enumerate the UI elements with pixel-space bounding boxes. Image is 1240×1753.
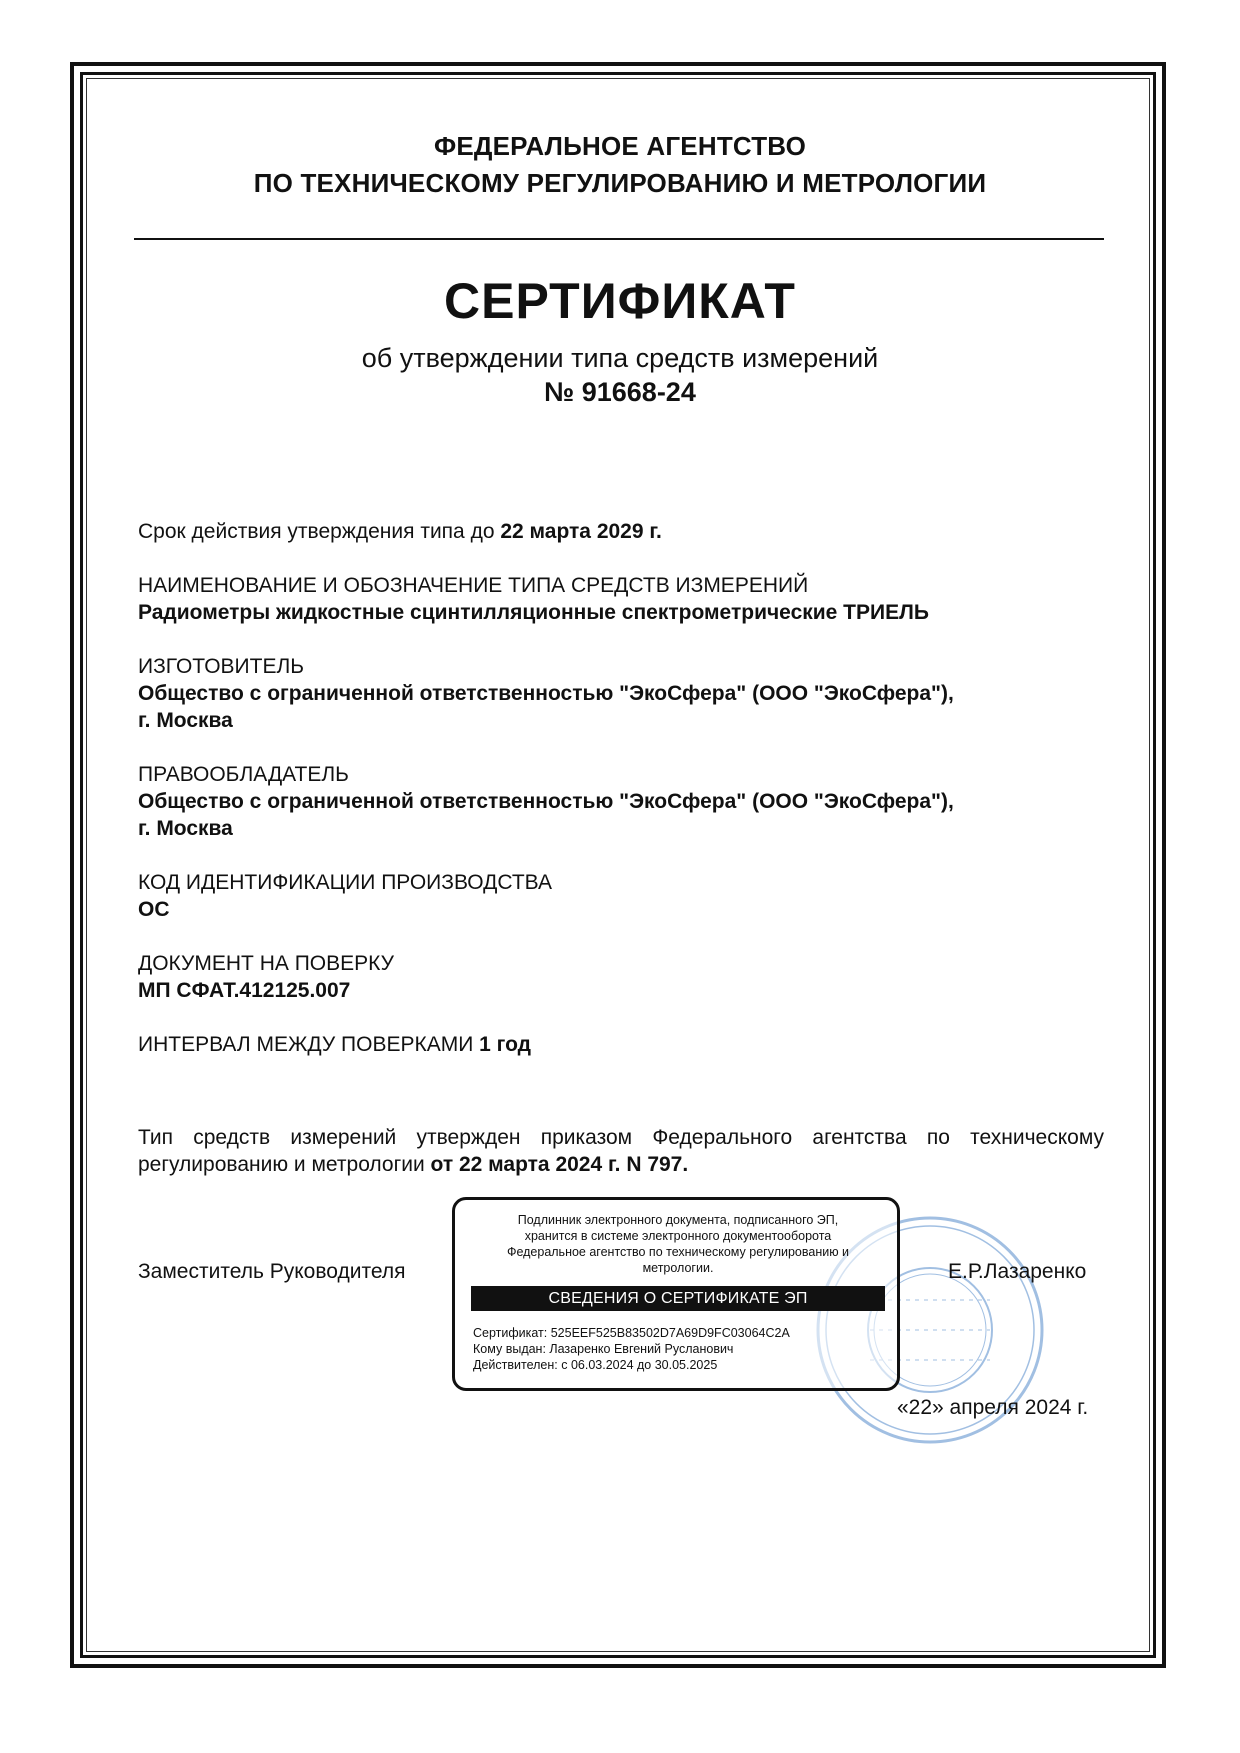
production-code-label: КОД ИДЕНТИФИКАЦИИ ПРОИЗВОДСТВА — [138, 871, 552, 894]
verification-doc-label: ДОКУМЕНТ НА ПОВЕРКУ — [138, 952, 394, 975]
validity-label: Срок действия утверждения типа до — [138, 520, 495, 543]
validity-block — [138, 518, 1104, 545]
signer-name: Е.Р.Лазаренко — [948, 1260, 1087, 1283]
ep-notice-line-4: метрологии. — [642, 1261, 714, 1275]
right-holder-block — [138, 761, 1104, 842]
agency-line-2: ПО ТЕХНИЧЕСКОМУ РЕГУЛИРОВАНИЮ И МЕТРОЛОГИИ — [253, 168, 987, 198]
certificate-title: СЕРТИФИКАТ — [444, 273, 796, 329]
agency-header — [0, 128, 1240, 202]
verification-doc-block — [138, 950, 1104, 1004]
production-code-value: ОС — [138, 898, 170, 921]
production-code-block — [138, 869, 1104, 923]
interval-block — [138, 1031, 1104, 1058]
instrument-block — [138, 572, 1104, 626]
order-text: Тип средств измерений утвержден приказом Федерального агентства по техническому регулированию и метрологии — [138, 1126, 1104, 1176]
ep-cert-label: Сертификат: — [473, 1326, 548, 1340]
signature-date: «22» апреля 2024 г. — [897, 1396, 1089, 1419]
certificate-body — [138, 518, 1104, 1085]
right-holder-name: Общество с ограниченной ответственностью "ЭкоСфера" (ООО "ЭкоСфера"), — [138, 790, 954, 813]
interval-label: ИНТЕРВАЛ МЕЖДУ ПОВЕРКАМИ — [138, 1033, 474, 1056]
ep-cert-value: 525EEF525B83502D7A69D9FC03064C2A — [550, 1326, 790, 1340]
manufacturer-label: ИЗГОТОВИТЕЛЬ — [138, 655, 305, 678]
interval-value: 1 год — [479, 1033, 532, 1056]
ep-issued-label: Кому выдан: — [473, 1342, 546, 1356]
certificate-subtitle: об утверждении типа средств измерений — [361, 343, 879, 373]
agency-line-1: ФЕДЕРАЛЬНОЕ АГЕНТСТВО — [433, 131, 807, 161]
manufacturer-city: г. Москва — [138, 709, 233, 732]
certificate-number: № 91668-24 — [544, 377, 696, 407]
ep-valid-value: с 06.03.2024 до 30.05.2025 — [561, 1358, 718, 1372]
ep-row-valid — [473, 1357, 883, 1373]
electronic-signature-box — [452, 1197, 900, 1391]
order-paragraph — [138, 1124, 1104, 1178]
ep-valid-label: Действителен: — [473, 1358, 558, 1372]
ep-notice-line-1: Подлинник электронного документа, подписанного ЭП, — [517, 1213, 839, 1227]
signatory-position: Заместитель Руководителя — [138, 1260, 406, 1283]
instrument-value: Радиометры жидкостные сцинтилляционные спектрометрические ТРИЕЛЬ — [138, 601, 929, 624]
ep-issued-value: Лазаренко Евгений Русланович — [549, 1342, 734, 1356]
verification-doc-value: МП СФАТ.412125.007 — [138, 979, 351, 1002]
manufacturer-name: Общество с ограниченной ответственностью "ЭкоСфера" (ООО "ЭкоСфера"), — [138, 682, 954, 705]
ep-row-certificate — [473, 1325, 883, 1341]
ep-notice-line-3: Федеральное агентство по техническому регулированию и — [506, 1245, 850, 1259]
header-divider — [134, 238, 1104, 240]
ep-notice-line-2: хранится в системе электронного документооборота — [524, 1229, 832, 1243]
ep-row-issued — [473, 1341, 883, 1357]
ep-band-title: СВЕДЕНИЯ О СЕРТИФИКАТЕ ЭП — [471, 1286, 885, 1311]
ep-notice — [485, 1212, 871, 1276]
ep-details — [473, 1325, 883, 1373]
order-reference: от 22 марта 2024 г. N 797. — [430, 1153, 689, 1176]
right-holder-city: г. Москва — [138, 817, 233, 840]
instrument-label: НАИМЕНОВАНИЕ И ОБОЗНАЧЕНИЕ ТИПА СРЕДСТВ ИЗМЕРЕНИЙ — [138, 574, 809, 597]
manufacturer-block — [138, 653, 1104, 734]
validity-date: 22 марта 2029 г. — [500, 520, 662, 543]
right-holder-label: ПРАВООБЛАДАТЕЛЬ — [138, 763, 349, 786]
